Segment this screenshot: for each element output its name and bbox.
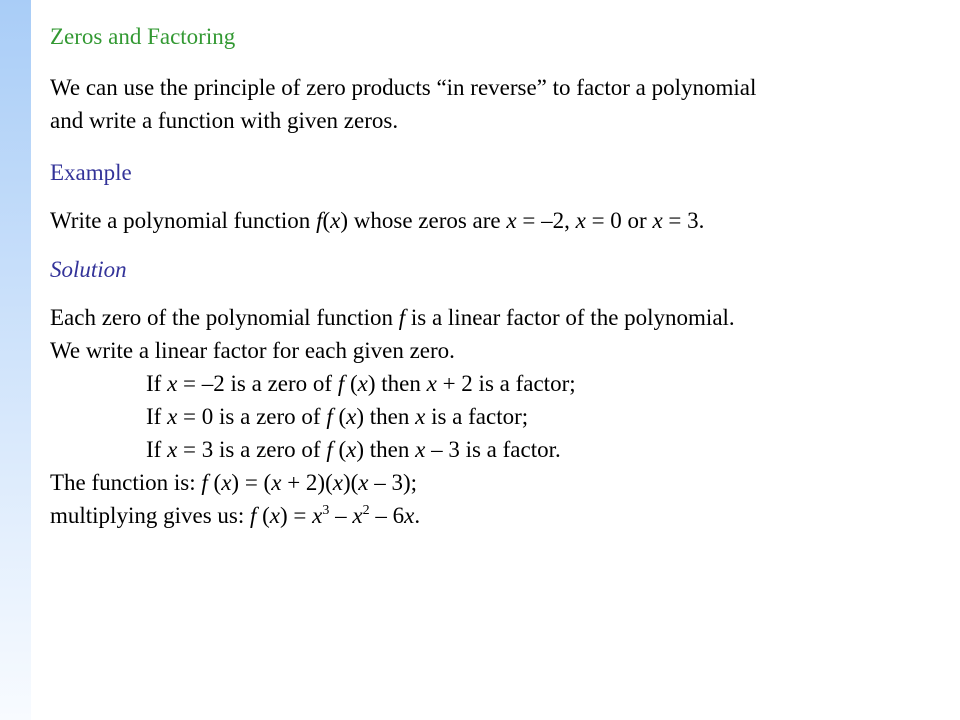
slide-title: Zeros and Factoring [50, 24, 236, 49]
function-d: )( [342, 470, 359, 495]
intro-line-2: and write a function with given zeros. [50, 108, 399, 133]
case-2-x2: x [346, 404, 357, 429]
multiply-exponent-3: 3 [322, 503, 330, 518]
case-line-2 [50, 400, 735, 433]
multiply-e: . [414, 503, 421, 528]
case-3-c: ( [332, 437, 347, 462]
solution-heading [50, 256, 127, 284]
problem-x3: x [575, 208, 586, 233]
case-2-a: If [146, 404, 168, 429]
case-3-x3: x [415, 437, 426, 462]
function-x3: x [332, 470, 343, 495]
function-x2: x [271, 470, 282, 495]
multiply-d: – 6 [369, 503, 405, 528]
problem-prefix: Write a polynomial function [50, 208, 317, 233]
case-line-1 [50, 367, 735, 400]
multiply-a: ( [256, 503, 270, 528]
problem-v1: = –2, [516, 208, 576, 233]
problem-paren-open: ( [322, 208, 331, 233]
function-x1: x [221, 470, 232, 495]
case-1-f: f [337, 371, 345, 396]
example-heading: Example [50, 160, 132, 185]
case-1-e: + 2 is a factor; [436, 371, 576, 396]
multiply-exponent-2: 2 [362, 503, 370, 518]
case-3-f: f [326, 437, 333, 462]
intro-line-1: We can use the principle of zero products “in reverse” to factor a polynomial [50, 75, 757, 100]
case-3-d: ) then [356, 437, 416, 462]
multiply-x4: x [404, 503, 415, 528]
case-3-a: If [146, 437, 168, 462]
case-2-e: is a factor; [425, 404, 529, 429]
multiply-c: – [329, 503, 353, 528]
problem-paren-close: ) [340, 208, 349, 233]
function-a: ( [207, 470, 222, 495]
problem-mid: whose zeros are [348, 208, 507, 233]
case-3-b: = 3 is a zero of [177, 437, 327, 462]
solution-line-1-a: Each zero of the polynomial function [50, 305, 399, 330]
problem-v3: = 3. [662, 208, 705, 233]
multiply-x3: x [352, 503, 363, 528]
intro-paragraph [50, 71, 756, 137]
function-c: + 2)( [281, 470, 333, 495]
case-3-x2: x [346, 437, 357, 462]
case-1-x2: x [357, 371, 368, 396]
function-prefix: The function is: [50, 470, 202, 495]
problem-x2: x [506, 208, 517, 233]
multiply-line [50, 499, 735, 532]
case-1-b: = –2 is a zero of [177, 371, 338, 396]
solution-line-1-b: is a linear factor of the polynomial. [405, 305, 735, 330]
case-1-a: If [146, 371, 168, 396]
problem-x4: x [652, 208, 663, 233]
case-3-x: x [167, 437, 178, 462]
solution-body [50, 301, 735, 532]
problem-f: f [316, 208, 323, 233]
case-2-f: f [326, 404, 333, 429]
function-b: ) = ( [231, 470, 272, 495]
case-2-b: = 0 is a zero of [177, 404, 327, 429]
side-decorative-bar [0, 0, 31, 720]
example-problem-line [50, 204, 704, 237]
case-2-x: x [167, 404, 178, 429]
case-1-d: ) then [367, 371, 427, 396]
case-line-3 [50, 433, 735, 466]
function-x4: x [358, 470, 369, 495]
solution-line-2: We write a linear factor for each given zero. [50, 338, 455, 363]
multiply-x2: x [312, 503, 323, 528]
solution-line-1 [50, 301, 735, 334]
solution-heading-text: Solution [50, 257, 127, 282]
case-1-x: x [167, 371, 178, 396]
case-2-d: ) then [356, 404, 416, 429]
function-e: – 3); [368, 470, 418, 495]
multiply-prefix: multiplying gives us: [50, 503, 250, 528]
multiply-x1: x [269, 503, 281, 528]
problem-x1: x [330, 208, 341, 233]
multiply-b: ) = [280, 503, 313, 528]
case-1-c: ( [344, 371, 358, 396]
problem-v2: = 0 or [585, 208, 653, 233]
case-2-x3: x [415, 404, 426, 429]
example-problem [50, 204, 704, 237]
case-1-x3: x [426, 371, 437, 396]
function-line [50, 466, 735, 499]
case-3-e: – 3 is a factor. [425, 437, 561, 462]
function-f: f [201, 470, 208, 495]
multiply-f: f [249, 503, 257, 528]
case-2-c: ( [332, 404, 347, 429]
solution-line-1-f: f [398, 305, 406, 330]
